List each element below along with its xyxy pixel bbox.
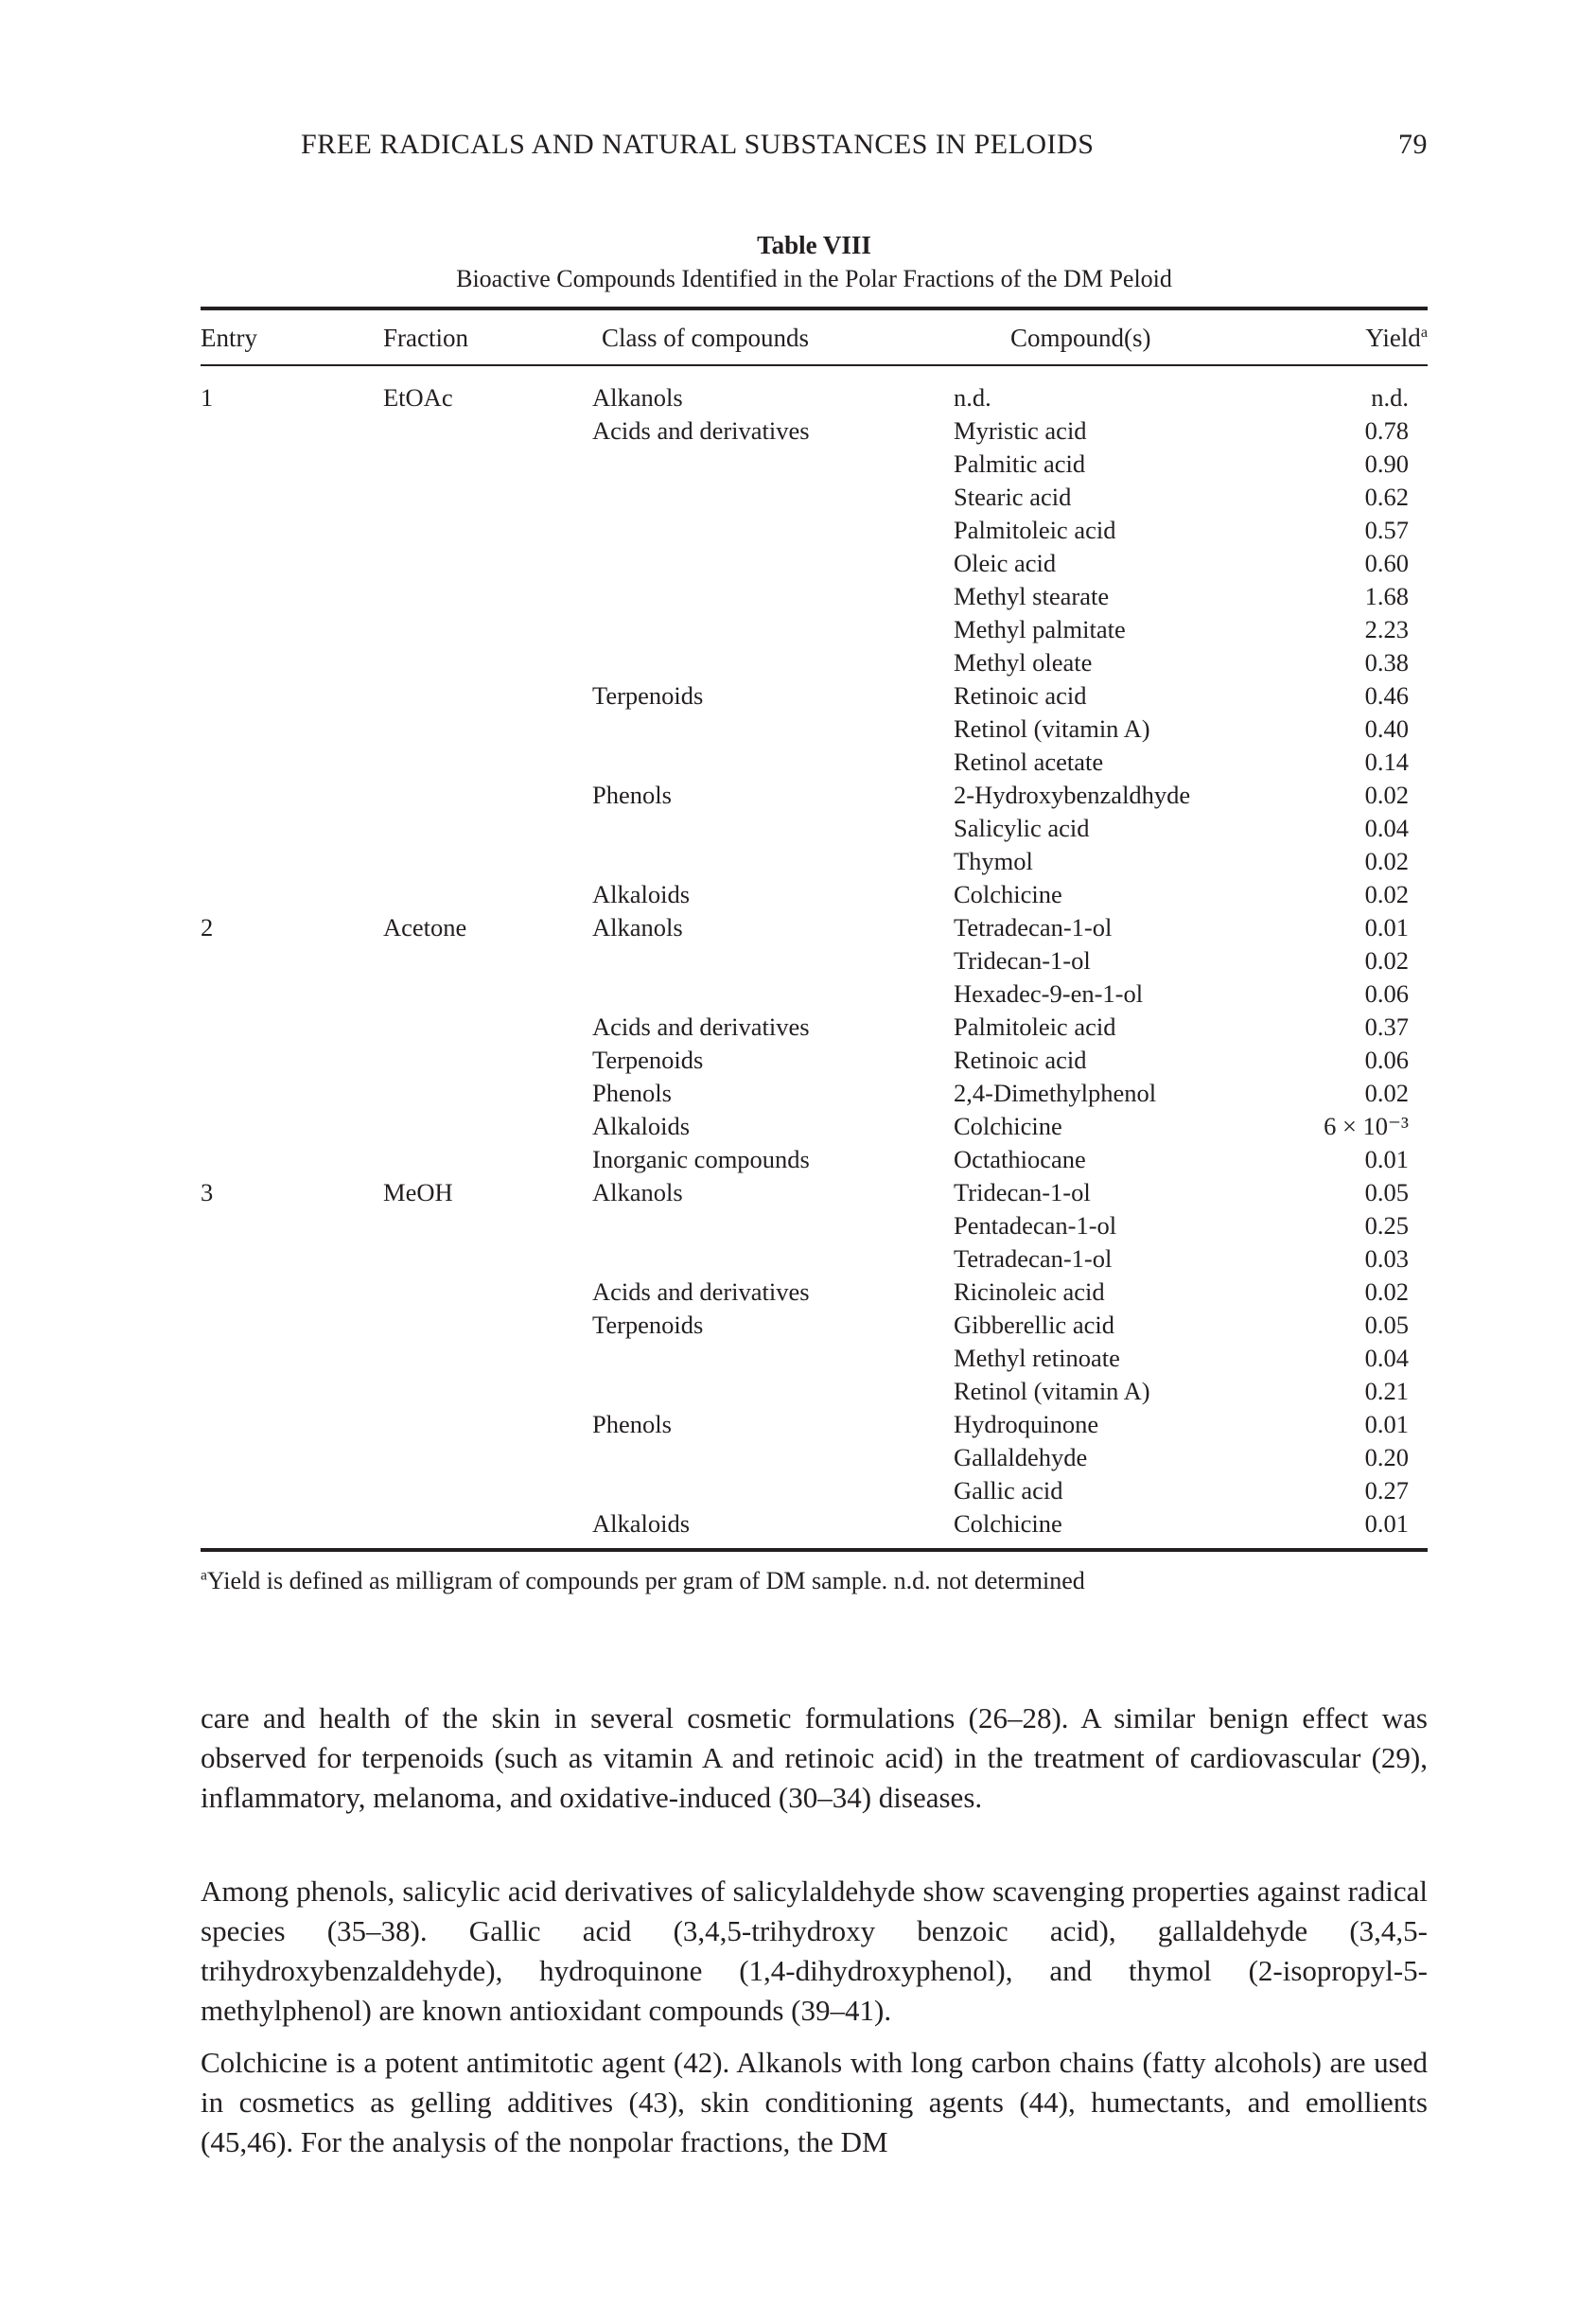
table-row xyxy=(201,878,1428,911)
class-cell: Alkanols xyxy=(592,383,683,412)
table-row xyxy=(201,1143,1428,1176)
yield-cell: 0.01 xyxy=(1364,1509,1409,1538)
yield-cell: 0.90 xyxy=(1364,449,1409,478)
yield-cell: 6 × 10⁻³ xyxy=(1324,1112,1409,1140)
table-row xyxy=(201,911,1428,944)
yield-footnote-mark: a xyxy=(1420,324,1428,341)
table-row xyxy=(201,679,1428,713)
entry-cell: 3 xyxy=(201,1178,214,1206)
table-row xyxy=(201,1408,1428,1441)
yield-cell: 0.02 xyxy=(1364,1079,1409,1107)
compound-cell: Colchicine xyxy=(954,1112,1062,1140)
col-header-yield xyxy=(1365,324,1428,353)
yield-cell: 1.68 xyxy=(1364,582,1409,610)
yield-cell: 0.25 xyxy=(1364,1211,1409,1240)
table-bottom-rule xyxy=(201,1548,1428,1552)
class-cell: Phenols xyxy=(592,781,672,809)
table-row xyxy=(201,1276,1428,1309)
table-label: Table VIII xyxy=(757,231,871,259)
compound-cell: Gallaldehyde xyxy=(954,1443,1088,1471)
yield-cell: 0.01 xyxy=(1364,1145,1409,1173)
compound-cell: Hexadec-9-en-1-ol xyxy=(954,979,1144,1008)
yield-cell: 0.06 xyxy=(1364,979,1409,1008)
table-row xyxy=(201,481,1428,514)
class-cell: Terpenoids xyxy=(592,1046,704,1074)
compound-cell: Myristic acid xyxy=(954,416,1087,445)
footnote-text: Yield is defined as milligram of compounds per gram of DM sample. n.d. not determined xyxy=(206,1567,1085,1594)
table-row xyxy=(201,1011,1428,1044)
class-cell: Acids and derivatives xyxy=(592,1277,810,1306)
compound-cell: Thymol xyxy=(954,847,1033,875)
table-row xyxy=(201,514,1428,547)
compound-cell: Methyl palmitate xyxy=(954,615,1126,643)
compound-cell: Gallic acid xyxy=(954,1476,1063,1505)
compound-cell: Retinoic acid xyxy=(954,681,1087,710)
yield-cell: 0.02 xyxy=(1364,946,1409,975)
yield-cell: 0.37 xyxy=(1364,1012,1409,1041)
fraction-cell: Acetone xyxy=(383,913,467,942)
running-title: FREE RADICALS AND NATURAL SUBSTANCES IN PELOIDS xyxy=(301,129,1095,160)
yield-cell: 0.04 xyxy=(1364,1344,1409,1372)
class-cell: Phenols xyxy=(592,1079,672,1107)
yield-cell: 0.02 xyxy=(1364,781,1409,809)
yield-cell: 0.40 xyxy=(1364,714,1409,743)
compound-cell: Gibberellic acid xyxy=(954,1311,1114,1339)
compound-cell: 2-Hydroxybenzaldhyde xyxy=(954,781,1191,809)
compound-cell: Oleic acid xyxy=(954,549,1057,577)
compound-cell: Tridecan-1-ol xyxy=(954,1178,1091,1206)
compound-cell: Pentadecan-1-ol xyxy=(954,1211,1117,1240)
class-cell: Alkaloids xyxy=(592,1509,691,1538)
table-header-rule xyxy=(201,364,1428,366)
table-row xyxy=(201,845,1428,878)
compound-cell: Retinol acetate xyxy=(954,748,1104,776)
table-row xyxy=(201,381,1428,414)
table-row xyxy=(201,746,1428,779)
yield-cell: 0.01 xyxy=(1364,1410,1409,1438)
footnote-mark: a xyxy=(201,1567,207,1584)
compound-cell: Methyl oleate xyxy=(954,648,1093,677)
table-top-rule xyxy=(201,307,1428,310)
compound-cell: Methyl retinoate xyxy=(954,1344,1120,1372)
compound-cell: Palmitoleic acid xyxy=(954,1012,1116,1041)
table-row xyxy=(201,547,1428,580)
class-cell: Phenols xyxy=(592,1410,672,1438)
compound-cell: 2,4-Dimethylphenol xyxy=(954,1079,1157,1107)
yield-label: Yield xyxy=(1365,324,1421,352)
yield-cell: 0.02 xyxy=(1364,847,1409,875)
compound-cell: Retinoic acid xyxy=(954,1046,1087,1074)
compound-cell: Tridecan-1-ol xyxy=(954,946,1091,975)
table-row xyxy=(201,1044,1428,1077)
table-row xyxy=(201,1474,1428,1507)
yield-cell: 0.46 xyxy=(1364,681,1409,710)
class-cell: Alkanols xyxy=(592,1178,683,1206)
yield-cell: 0.38 xyxy=(1364,648,1409,677)
compound-cell: Tetradecan-1-ol xyxy=(954,913,1113,942)
table-caption: Bioactive Compounds Identified in the Polar Fractions of the DM Peloid xyxy=(456,265,1172,292)
yield-cell: 0.01 xyxy=(1364,913,1409,942)
table-row xyxy=(201,944,1428,977)
yield-cell: 0.20 xyxy=(1364,1443,1409,1471)
compound-cell: Colchicine xyxy=(954,880,1062,908)
class-cell: Acids and derivatives xyxy=(592,416,810,445)
yield-cell: 2.23 xyxy=(1364,615,1409,643)
compound-cell: Methyl stearate xyxy=(954,582,1110,610)
table-row xyxy=(201,977,1428,1011)
table-row xyxy=(201,580,1428,613)
yield-cell: 0.62 xyxy=(1364,483,1409,511)
table-row xyxy=(201,1077,1428,1110)
table-row xyxy=(201,1176,1428,1209)
entry-cell: 1 xyxy=(201,383,214,412)
compound-cell: n.d. xyxy=(954,383,991,412)
table-row xyxy=(201,1110,1428,1143)
fraction-cell: EtOAc xyxy=(383,383,453,412)
col-header-compound: Compound(s) xyxy=(1010,324,1151,352)
yield-cell: 0.27 xyxy=(1364,1476,1409,1505)
yield-cell: 0.02 xyxy=(1364,880,1409,908)
class-cell: Terpenoids xyxy=(592,1311,704,1339)
table-row xyxy=(201,1242,1428,1276)
class-cell: Terpenoids xyxy=(592,681,704,710)
table-row xyxy=(201,1209,1428,1242)
yield-cell: 0.03 xyxy=(1364,1244,1409,1273)
compound-cell: Salicylic acid xyxy=(954,814,1090,842)
table-row xyxy=(201,448,1428,481)
compound-cell: Colchicine xyxy=(954,1509,1062,1538)
compound-cell: Tetradecan-1-ol xyxy=(954,1244,1113,1273)
fraction-cell: MeOH xyxy=(383,1178,453,1206)
col-header-class: Class of compounds xyxy=(602,324,809,352)
page-number: 79 xyxy=(1398,129,1428,160)
table-row xyxy=(201,1441,1428,1474)
yield-cell: 0.57 xyxy=(1364,516,1409,544)
class-cell: Acids and derivatives xyxy=(592,1012,810,1041)
compound-cell: Hydroquinone xyxy=(954,1410,1099,1438)
compound-cell: Retinol (vitamin A) xyxy=(954,1377,1150,1405)
yield-cell: 0.02 xyxy=(1364,1277,1409,1306)
yield-cell: 0.05 xyxy=(1364,1178,1409,1206)
table-row xyxy=(201,812,1428,845)
table-row xyxy=(201,1342,1428,1375)
compound-cell: Stearic acid xyxy=(954,483,1072,511)
body-paragraph: care and health of the skin in several cosmetic formulations (26–28). A similar benign effect was observed for terpenoids (such as vitamin A and retinoic acid) in the treatment of cardiovascular (29), inflammatory, melanoma, and oxidative-induced (30–34) diseases. xyxy=(201,1701,1428,1814)
yield-cell: 0.14 xyxy=(1364,748,1409,776)
class-cell: Alkaloids xyxy=(592,880,691,908)
table-footnote xyxy=(201,1567,1085,1595)
body-paragraph: Colchicine is a potent antimitotic agent (42). Alkanols with long carbon chains (fatty alcohols) are used in cosmetics as gelling additives (43), skin conditioning agents (44), humectants, and emollients (45,46). For the analysis of the nonpolar fractions, the DM xyxy=(201,2046,1428,2158)
entry-cell: 2 xyxy=(201,913,214,942)
compound-cell: Palmitoleic acid xyxy=(954,516,1116,544)
compound-cell: Octathiocane xyxy=(954,1145,1086,1173)
table-row xyxy=(201,1507,1428,1540)
table-row xyxy=(201,646,1428,679)
yield-cell: n.d. xyxy=(1371,383,1409,412)
compound-cell: Palmitic acid xyxy=(954,449,1086,478)
table-body xyxy=(201,381,1428,1540)
yield-cell: 0.21 xyxy=(1364,1377,1409,1405)
yield-cell: 0.04 xyxy=(1364,814,1409,842)
col-header-entry: Entry xyxy=(201,324,257,352)
table-row xyxy=(201,779,1428,812)
compound-cell: Retinol (vitamin A) xyxy=(954,714,1150,743)
yield-cell: 0.78 xyxy=(1364,416,1409,445)
class-cell: Alkanols xyxy=(592,913,683,942)
body-paragraph: Among phenols, salicylic acid derivatives of salicylaldehyde show scavenging properties against radical species (35–38). Gallic acid (3,4,5-trihydroxy benzoic acid), gallaldehyde (3,4,5-trihydroxybenzaldehyde), hydroquinone (1,4-dihydroxyphenol), and thymol (2-isopropyl-5-methylphenol) are known antioxidant compounds (39–41). xyxy=(201,1875,1428,2027)
class-cell: Alkaloids xyxy=(592,1112,691,1140)
table-row xyxy=(201,1375,1428,1408)
table-row xyxy=(201,613,1428,646)
table-row xyxy=(201,713,1428,746)
yield-cell: 0.60 xyxy=(1364,549,1409,577)
col-header-fraction: Fraction xyxy=(383,324,468,352)
compound-cell: Ricinoleic acid xyxy=(954,1277,1105,1306)
class-cell: Inorganic compounds xyxy=(592,1145,810,1173)
table-row xyxy=(201,1309,1428,1342)
yield-cell: 0.05 xyxy=(1364,1311,1409,1339)
yield-cell: 0.06 xyxy=(1364,1046,1409,1074)
table-row xyxy=(201,414,1428,448)
